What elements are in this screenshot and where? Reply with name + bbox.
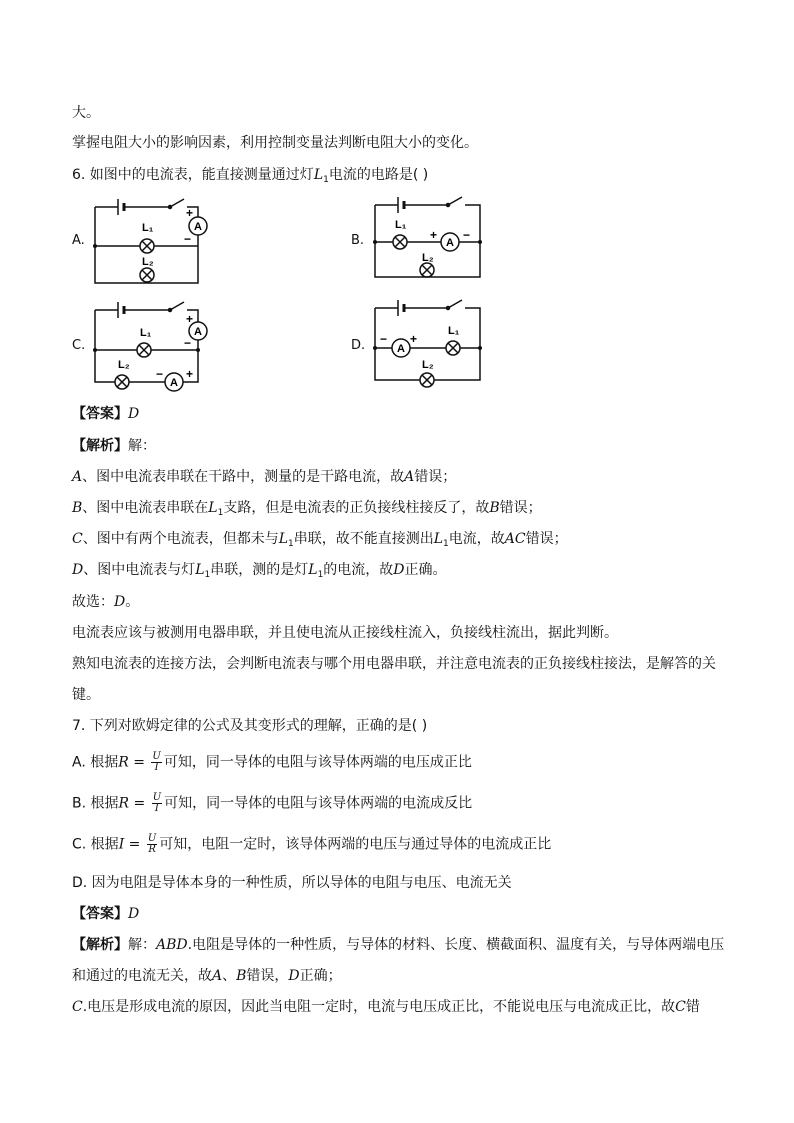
lamp-l2-label: L₂ <box>422 252 434 264</box>
lamp-l1-label: L₁ <box>395 219 407 231</box>
option-7b: B. 根据R = $\frac{U}{I}$ 可知，同一导体的电阻与该导体两端的电流成反比 <box>72 792 473 814</box>
text-line: 熟知电流表的连接方法，会判断电流表与哪个用电器串联，并注意电流表的正负接线柱接法，是解答的关 <box>72 656 716 672</box>
ammeter-label: A <box>194 326 202 338</box>
analysis-label: 【解析】解： <box>72 438 156 454</box>
option-c-label: C. <box>72 338 86 353</box>
analysis-d: D、图中电流表与灯$L_1$串联，测的是灯$L_1$的电流，故D正确。 <box>72 562 447 580</box>
question-7: 7. 下列对欧姆定律的公式及其变形式的理解，正确的是( ) <box>72 718 428 734</box>
minus-sign: − <box>156 367 164 381</box>
ammeter-label: A <box>194 221 202 233</box>
option-7c: C. 根据I = $\frac{U}{R}$ 可知，电阻一定时，该导体两端的电压与通过导体的电流成正比 <box>72 833 552 855</box>
plus-sign: + <box>186 367 194 381</box>
minus-sign: − <box>463 228 471 242</box>
lamp-l1-label: L₁ <box>140 327 152 339</box>
plus-sign: + <box>410 332 418 346</box>
plus-sign: + <box>186 206 194 220</box>
lamp-l2-label: L₂ <box>422 359 434 371</box>
option-a-label: A. <box>72 233 85 248</box>
question-6: 6. 如图中的电流表，能直接测量通过灯$L_1$电流的电路是( ) <box>72 167 429 185</box>
ammeter-label: A <box>397 343 405 355</box>
text-line: 大。 <box>72 105 100 121</box>
lamp-l1-label: L₁ <box>142 222 154 234</box>
minus-sign: − <box>184 336 192 350</box>
option-7d: D. 因为电阻是导体本身的一种性质，所以导体的电阻与电压、电流无关 <box>72 875 512 891</box>
ammeter-label: A <box>446 237 454 249</box>
plus-sign: + <box>430 228 438 242</box>
answer-7: 【答案】D <box>72 906 140 922</box>
text-line: 键。 <box>72 687 100 703</box>
circuit-b-diagram <box>370 195 490 285</box>
lamp-l2-label: L₂ <box>142 256 154 268</box>
circuit-a-diagram <box>90 195 215 290</box>
analysis-7-line3: C.电压是形成电流的原因，因此当电阻一定时，电流与电压成正比，不能说电压与电流成正比，故C错 <box>72 999 700 1015</box>
answer-6: 【答案】D <box>72 406 140 422</box>
option-b-label: B. <box>351 233 365 248</box>
lamp-l2-label: L₂ <box>118 359 130 371</box>
text-line: 掌握电阻大小的影响因素，利用控制变量法判断电阻大小的变化。 <box>72 135 478 151</box>
minus-sign: − <box>380 332 388 346</box>
analysis-7-line1: 【解析】解：ABD.电阻是导体的一种性质，与导体的材料、长度、横截面积、温度有关，与导体两端电压 <box>72 937 725 953</box>
text-line: 电流表应该与被测用电器串联，并且使电流从正接线柱流入，负接线柱流出，据此判断。 <box>72 625 618 641</box>
lamp-l1-label: L₁ <box>448 325 460 337</box>
analysis-c: C、图中有两个电流表，但都未与$L_1$串联，故不能直接测出$L_1$电流，故AC错误； <box>72 531 568 549</box>
option-7a: A. 根据R = $\frac{U}{I}$ 可知，同一导体的电阻与该导体两端的电压成正比 <box>72 751 472 773</box>
ammeter-label: A <box>170 377 178 389</box>
option-d-label: D. <box>351 338 366 353</box>
circuit-c-diagram <box>90 298 215 393</box>
analysis-a: A、图中电流表串联在干路中，测量的是干路电流，故A错误； <box>72 469 457 485</box>
choose-line: 故选：D。 <box>72 594 140 610</box>
minus-sign: − <box>184 232 192 246</box>
analysis-7-line2: 和通过的电流无关，故A、B错误，D正确； <box>72 968 342 984</box>
plus-sign: + <box>186 312 194 326</box>
analysis-b: B、图中电流表串联在$L_1$支路，但是电流表的正负接线柱接反了，故B错误； <box>72 500 542 518</box>
circuit-d-diagram <box>370 298 490 388</box>
